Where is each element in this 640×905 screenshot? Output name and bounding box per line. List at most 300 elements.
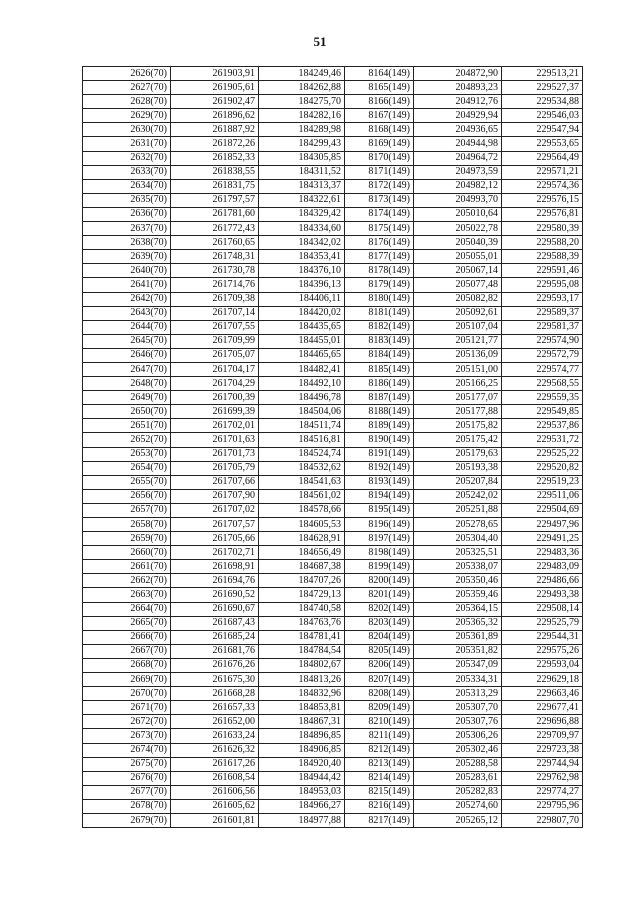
table-cell-x-coord-b: 205365,32 [414,616,502,630]
table-cell-x-coord-a: 261781,60 [171,207,259,221]
table-cell-y-coord-b: 229531,72 [502,433,583,447]
table-cell-point-id-b: 8203(149) [345,616,414,630]
table-cell-x-coord-b: 205067,14 [414,264,502,278]
table-cell-point-id-a: 2679(70) [83,813,171,827]
table-cell-y-coord-b: 229663,46 [502,687,583,701]
table-cell-x-coord-b: 204936,65 [414,123,502,137]
table-cell-x-coord-a: 261652,00 [171,715,259,729]
table-cell-y-coord-a: 184802,67 [259,658,345,672]
table-cell-x-coord-b: 205040,39 [414,236,502,250]
table-cell-point-id-b: 8196(149) [345,518,414,532]
table-cell-point-id-a: 2665(70) [83,616,171,630]
table-cell-x-coord-b: 205350,46 [414,574,502,588]
table-cell-x-coord-b: 205347,09 [414,658,502,672]
table-row [83,362,583,376]
table-cell-x-coord-a: 261608,54 [171,771,259,785]
table-cell-x-coord-b: 205282,83 [414,785,502,799]
table-cell-point-id-a: 2659(70) [83,532,171,546]
table-cell-x-coord-b: 205082,82 [414,292,502,306]
table-cell-x-coord-b: 205304,40 [414,532,502,546]
table-cell-x-coord-b: 205283,61 [414,771,502,785]
table-cell-point-id-a: 2664(70) [83,602,171,616]
table-row [83,546,583,560]
table-cell-point-id-a: 2629(70) [83,109,171,123]
table-cell-y-coord-b: 229589,37 [502,306,583,320]
table-row [83,81,583,95]
table-cell-point-id-b: 8217(149) [345,813,414,827]
table-cell-point-id-a: 2644(70) [83,320,171,334]
table-cell-y-coord-b: 229629,18 [502,673,583,687]
table-cell-x-coord-a: 261838,55 [171,165,259,179]
table-cell-x-coord-b: 205077,48 [414,278,502,292]
table-cell-point-id-a: 2671(70) [83,701,171,715]
table-cell-y-coord-b: 229591,46 [502,264,583,278]
table-row [83,461,583,475]
table-cell-x-coord-b: 205242,02 [414,489,502,503]
table-cell-point-id-b: 8170(149) [345,151,414,165]
table-cell-y-coord-a: 184342,02 [259,236,345,250]
table-cell-x-coord-b: 205334,31 [414,673,502,687]
table-cell-point-id-b: 8182(149) [345,320,414,334]
table-cell-point-id-a: 2678(70) [83,799,171,813]
table-cell-point-id-a: 2648(70) [83,377,171,391]
table-cell-point-id-b: 8180(149) [345,292,414,306]
table-cell-y-coord-a: 184496,78 [259,391,345,405]
table-cell-point-id-a: 2641(70) [83,278,171,292]
table-cell-point-id-b: 8183(149) [345,334,414,348]
table-cell-x-coord-a: 261704,29 [171,377,259,391]
table-cell-x-coord-b: 205364,15 [414,602,502,616]
table-cell-y-coord-a: 184561,02 [259,489,345,503]
table-cell-point-id-b: 8186(149) [345,377,414,391]
table-cell-point-id-a: 2626(70) [83,67,171,81]
table-cell-x-coord-a: 261902,47 [171,95,259,109]
table-cell-point-id-b: 8193(149) [345,475,414,489]
table-cell-x-coord-a: 261702,01 [171,419,259,433]
table-cell-y-coord-b: 229588,20 [502,236,583,250]
table-cell-x-coord-b: 205010,64 [414,207,502,221]
table-cell-x-coord-a: 261700,39 [171,391,259,405]
table-cell-point-id-b: 8206(149) [345,658,414,672]
table-row [83,123,583,137]
table-cell-y-coord-b: 229525,22 [502,447,583,461]
table-cell-y-coord-b: 229553,65 [502,137,583,151]
table-cell-point-id-a: 2628(70) [83,95,171,109]
table-cell-y-coord-a: 184740,58 [259,602,345,616]
table-cell-x-coord-a: 261617,26 [171,757,259,771]
table-cell-x-coord-b: 205175,42 [414,433,502,447]
table-cell-x-coord-a: 261714,76 [171,278,259,292]
table-cell-point-id-b: 8201(149) [345,588,414,602]
table-cell-point-id-a: 2654(70) [83,461,171,475]
table-cell-y-coord-b: 229520,82 [502,461,583,475]
table-cell-y-coord-a: 184541,63 [259,475,345,489]
table-cell-x-coord-b: 205151,00 [414,362,502,376]
table-row [83,757,583,771]
table-cell-point-id-a: 2645(70) [83,334,171,348]
table-cell-x-coord-b: 204973,59 [414,165,502,179]
table-cell-x-coord-a: 261690,67 [171,602,259,616]
table-cell-y-coord-a: 184944,42 [259,771,345,785]
table-cell-point-id-b: 8208(149) [345,687,414,701]
table-cell-x-coord-b: 205121,77 [414,334,502,348]
table-cell-x-coord-a: 261701,73 [171,447,259,461]
table-cell-point-id-a: 2652(70) [83,433,171,447]
table-cell-y-coord-b: 229576,15 [502,193,583,207]
table-cell-point-id-a: 2647(70) [83,362,171,376]
table-cell-x-coord-a: 261748,31 [171,250,259,264]
table-cell-y-coord-b: 229525,79 [502,616,583,630]
table-cell-point-id-b: 8171(149) [345,165,414,179]
table-cell-y-coord-b: 229513,21 [502,67,583,81]
table-cell-point-id-b: 8169(149) [345,137,414,151]
table-cell-y-coord-b: 229593,17 [502,292,583,306]
table-row [83,630,583,644]
table-cell-point-id-a: 2643(70) [83,306,171,320]
table-cell-point-id-b: 8187(149) [345,391,414,405]
table-cell-point-id-a: 2653(70) [83,447,171,461]
table-cell-y-coord-b: 229774,27 [502,785,583,799]
table-cell-y-coord-b: 229677,41 [502,701,583,715]
table-cell-point-id-a: 2631(70) [83,137,171,151]
table-cell-x-coord-b: 205351,82 [414,644,502,658]
table-row [83,658,583,672]
table-cell-y-coord-a: 184906,85 [259,743,345,757]
table-cell-x-coord-b: 205022,78 [414,222,502,236]
table-cell-y-coord-b: 229588,39 [502,250,583,264]
table-cell-point-id-b: 8177(149) [345,250,414,264]
table-cell-y-coord-a: 184953,03 [259,785,345,799]
table-cell-x-coord-a: 261685,24 [171,630,259,644]
table-cell-x-coord-a: 261676,26 [171,658,259,672]
table-row [83,377,583,391]
table-cell-x-coord-a: 261687,43 [171,616,259,630]
table-row [83,729,583,743]
table-cell-point-id-a: 2660(70) [83,546,171,560]
table-row [83,771,583,785]
table-cell-y-coord-a: 184289,98 [259,123,345,137]
table-cell-point-id-a: 2672(70) [83,715,171,729]
table-cell-x-coord-a: 261605,62 [171,799,259,813]
table-cell-point-id-b: 8195(149) [345,503,414,517]
table-cell-point-id-a: 2662(70) [83,574,171,588]
table-cell-x-coord-a: 261702,71 [171,546,259,560]
table-row [83,701,583,715]
table-cell-y-coord-b: 229493,38 [502,588,583,602]
table-cell-x-coord-b: 205136,09 [414,348,502,362]
table-cell-point-id-a: 2634(70) [83,179,171,193]
table-cell-point-id-b: 8188(149) [345,405,414,419]
table-cell-y-coord-b: 229807,70 [502,813,583,827]
table-cell-point-id-b: 8167(149) [345,109,414,123]
table-cell-point-id-b: 8181(149) [345,306,414,320]
table-cell-y-coord-a: 184516,81 [259,433,345,447]
table-cell-x-coord-b: 205306,26 [414,729,502,743]
table-cell-y-coord-b: 229483,36 [502,546,583,560]
table-cell-x-coord-a: 261701,63 [171,433,259,447]
table-cell-x-coord-a: 261772,43 [171,222,259,236]
table-cell-y-coord-b: 229491,25 [502,532,583,546]
table-cell-point-id-a: 2655(70) [83,475,171,489]
table-cell-point-id-a: 2657(70) [83,503,171,517]
table-cell-x-coord-b: 204872,90 [414,67,502,81]
table-cell-point-id-a: 2666(70) [83,630,171,644]
table-row [83,743,583,757]
table-row [83,165,583,179]
table-cell-y-coord-b: 229559,35 [502,391,583,405]
table-cell-y-coord-b: 229574,90 [502,334,583,348]
table-cell-x-coord-a: 261872,26 [171,137,259,151]
table-row [83,518,583,532]
table-cell-y-coord-b: 229571,21 [502,165,583,179]
table-cell-y-coord-a: 184353,41 [259,250,345,264]
table-cell-point-id-a: 2635(70) [83,193,171,207]
table-cell-point-id-b: 8202(149) [345,602,414,616]
table-cell-y-coord-a: 184977,88 [259,813,345,827]
table-cell-x-coord-b: 204944,98 [414,137,502,151]
table-cell-y-coord-a: 184435,65 [259,320,345,334]
table-row [83,799,583,813]
table-row [83,602,583,616]
table-cell-x-coord-b: 205313,29 [414,687,502,701]
table-cell-y-coord-b: 229574,77 [502,362,583,376]
table-cell-point-id-b: 8214(149) [345,771,414,785]
table-cell-x-coord-b: 205177,88 [414,405,502,419]
table-cell-y-coord-a: 184628,91 [259,532,345,546]
table-cell-point-id-b: 8184(149) [345,348,414,362]
table-cell-y-coord-a: 184396,13 [259,278,345,292]
table-cell-y-coord-a: 184420,02 [259,306,345,320]
table-row [83,588,583,602]
table-cell-x-coord-a: 261887,92 [171,123,259,137]
table-cell-x-coord-a: 261707,66 [171,475,259,489]
table-cell-point-id-b: 8189(149) [345,419,414,433]
table-cell-y-coord-a: 184832,96 [259,687,345,701]
table-cell-point-id-b: 8198(149) [345,546,414,560]
table-cell-y-coord-b: 229544,31 [502,630,583,644]
table-cell-x-coord-a: 261707,55 [171,320,259,334]
table-cell-x-coord-b: 205274,60 [414,799,502,813]
table-cell-y-coord-a: 184605,53 [259,518,345,532]
table-row [83,207,583,221]
table-cell-y-coord-b: 229547,94 [502,123,583,137]
table-row [83,250,583,264]
table-cell-y-coord-b: 229486,66 [502,574,583,588]
table-cell-y-coord-a: 184784,54 [259,644,345,658]
table-cell-x-coord-a: 261626,32 [171,743,259,757]
table-cell-point-id-a: 2669(70) [83,673,171,687]
table-cell-point-id-b: 8164(149) [345,67,414,81]
table-cell-x-coord-a: 261681,76 [171,644,259,658]
table-row [83,616,583,630]
table-cell-y-coord-a: 184504,06 [259,405,345,419]
table-cell-point-id-b: 8212(149) [345,743,414,757]
table-row [83,193,583,207]
table-cell-x-coord-a: 261698,91 [171,560,259,574]
page-number: 51 [313,34,327,49]
table-row [83,320,583,334]
table-cell-x-coord-a: 261601,81 [171,813,259,827]
table-cell-x-coord-a: 261699,39 [171,405,259,419]
table-row [83,503,583,517]
table-cell-x-coord-b: 205278,65 [414,518,502,532]
table-row [83,348,583,362]
table-cell-y-coord-a: 184299,43 [259,137,345,151]
table-cell-y-coord-b: 229574,36 [502,179,583,193]
table-cell-y-coord-a: 184282,16 [259,109,345,123]
table-cell-point-id-a: 2661(70) [83,560,171,574]
table-cell-x-coord-b: 205265,12 [414,813,502,827]
table-cell-y-coord-a: 184707,26 [259,574,345,588]
table-cell-point-id-b: 8207(149) [345,673,414,687]
table-cell-point-id-a: 2637(70) [83,222,171,236]
table-cell-point-id-b: 8215(149) [345,785,414,799]
table-cell-point-id-a: 2668(70) [83,658,171,672]
table-cell-x-coord-b: 205251,88 [414,503,502,517]
table-cell-x-coord-a: 261690,52 [171,588,259,602]
table-cell-point-id-a: 2658(70) [83,518,171,532]
table-cell-y-coord-b: 229580,39 [502,222,583,236]
table-row [83,405,583,419]
table-cell-x-coord-a: 261707,14 [171,306,259,320]
table-cell-y-coord-a: 184656,49 [259,546,345,560]
table-cell-y-coord-b: 229572,79 [502,348,583,362]
table-cell-x-coord-b: 204964,72 [414,151,502,165]
table-cell-x-coord-b: 205325,51 [414,546,502,560]
table-row [83,673,583,687]
table-cell-y-coord-b: 229483,09 [502,560,583,574]
table-cell-x-coord-b: 205207,84 [414,475,502,489]
table-cell-y-coord-b: 229564,49 [502,151,583,165]
table-cell-x-coord-a: 261668,28 [171,687,259,701]
table-cell-y-coord-a: 184406,11 [259,292,345,306]
table-cell-point-id-b: 8204(149) [345,630,414,644]
coordinates-table [82,66,583,828]
table-row [83,785,583,799]
table-cell-x-coord-a: 261704,17 [171,362,259,376]
table-row [83,391,583,405]
table-cell-point-id-b: 8190(149) [345,433,414,447]
table-row [83,95,583,109]
table-cell-point-id-b: 8166(149) [345,95,414,109]
table-cell-point-id-b: 8213(149) [345,757,414,771]
table-cell-point-id-b: 8173(149) [345,193,414,207]
table-cell-point-id-a: 2638(70) [83,236,171,250]
table-cell-point-id-a: 2670(70) [83,687,171,701]
table-cell-point-id-a: 2649(70) [83,391,171,405]
table-cell-y-coord-b: 229723,38 [502,743,583,757]
table-cell-y-coord-a: 184687,38 [259,560,345,574]
table-cell-point-id-a: 2676(70) [83,771,171,785]
table-cell-x-coord-b: 205166,25 [414,377,502,391]
table-cell-point-id-b: 8185(149) [345,362,414,376]
table-cell-x-coord-a: 261694,76 [171,574,259,588]
table-cell-point-id-b: 8194(149) [345,489,414,503]
table-cell-y-coord-b: 229568,55 [502,377,583,391]
table-cell-y-coord-a: 184455,01 [259,334,345,348]
table-cell-x-coord-a: 261707,02 [171,503,259,517]
table-cell-point-id-b: 8205(149) [345,644,414,658]
table-cell-y-coord-a: 184465,65 [259,348,345,362]
table-row [83,264,583,278]
table-row [83,532,583,546]
table-cell-x-coord-a: 261707,57 [171,518,259,532]
table-row [83,687,583,701]
table-cell-y-coord-b: 229709,97 [502,729,583,743]
table-cell-point-id-a: 2639(70) [83,250,171,264]
table-cell-x-coord-b: 204993,70 [414,193,502,207]
table-cell-point-id-b: 8192(149) [345,461,414,475]
table-row [83,574,583,588]
table-cell-point-id-a: 2636(70) [83,207,171,221]
table-cell-y-coord-b: 229576,81 [502,207,583,221]
table-cell-y-coord-a: 184329,42 [259,207,345,221]
table-cell-x-coord-b: 205288,58 [414,757,502,771]
table-cell-y-coord-b: 229527,37 [502,81,583,95]
table-cell-y-coord-a: 184334,60 [259,222,345,236]
table-cell-point-id-a: 2674(70) [83,743,171,757]
table-cell-point-id-b: 8168(149) [345,123,414,137]
table-cell-y-coord-a: 184305,85 [259,151,345,165]
table-cell-x-coord-a: 261760,65 [171,236,259,250]
table-cell-point-id-b: 8209(149) [345,701,414,715]
table-cell-x-coord-a: 261705,79 [171,461,259,475]
table-cell-x-coord-b: 204912,76 [414,95,502,109]
table-cell-x-coord-b: 205307,70 [414,701,502,715]
table-cell-x-coord-a: 261633,24 [171,729,259,743]
table-cell-x-coord-b: 205179,63 [414,447,502,461]
coordinates-table-body [83,67,583,828]
table-cell-point-id-b: 8175(149) [345,222,414,236]
table-cell-y-coord-a: 184262,88 [259,81,345,95]
table-cell-x-coord-b: 205307,76 [414,715,502,729]
table-cell-y-coord-a: 184322,61 [259,193,345,207]
table-row [83,475,583,489]
table-cell-y-coord-a: 184524,74 [259,447,345,461]
table-cell-point-id-b: 8197(149) [345,532,414,546]
table-cell-point-id-a: 2675(70) [83,757,171,771]
table-cell-y-coord-a: 184376,10 [259,264,345,278]
table-cell-point-id-b: 8200(149) [345,574,414,588]
table-row [83,67,583,81]
table-cell-x-coord-b: 205055,01 [414,250,502,264]
table-cell-point-id-a: 2663(70) [83,588,171,602]
table-row [83,137,583,151]
table-row [83,278,583,292]
table-cell-point-id-b: 8211(149) [345,729,414,743]
table-cell-x-coord-a: 261705,66 [171,532,259,546]
table-cell-x-coord-b: 204982,12 [414,179,502,193]
table-cell-x-coord-a: 261657,33 [171,701,259,715]
table-cell-x-coord-a: 261675,30 [171,673,259,687]
table-cell-y-coord-a: 184763,76 [259,616,345,630]
table-cell-y-coord-b: 229546,03 [502,109,583,123]
table-cell-y-coord-a: 184532,62 [259,461,345,475]
table-row [83,222,583,236]
table-cell-x-coord-a: 261831,75 [171,179,259,193]
table-cell-y-coord-a: 184853,81 [259,701,345,715]
table-row [83,179,583,193]
table-cell-point-id-a: 2632(70) [83,151,171,165]
table-cell-y-coord-a: 184275,70 [259,95,345,109]
table-cell-point-id-b: 8179(149) [345,278,414,292]
table-cell-point-id-a: 2633(70) [83,165,171,179]
table-cell-point-id-b: 8199(149) [345,560,414,574]
table-cell-y-coord-a: 184966,27 [259,799,345,813]
table-row [83,292,583,306]
table-cell-x-coord-a: 261896,62 [171,109,259,123]
table-cell-y-coord-b: 229795,96 [502,799,583,813]
